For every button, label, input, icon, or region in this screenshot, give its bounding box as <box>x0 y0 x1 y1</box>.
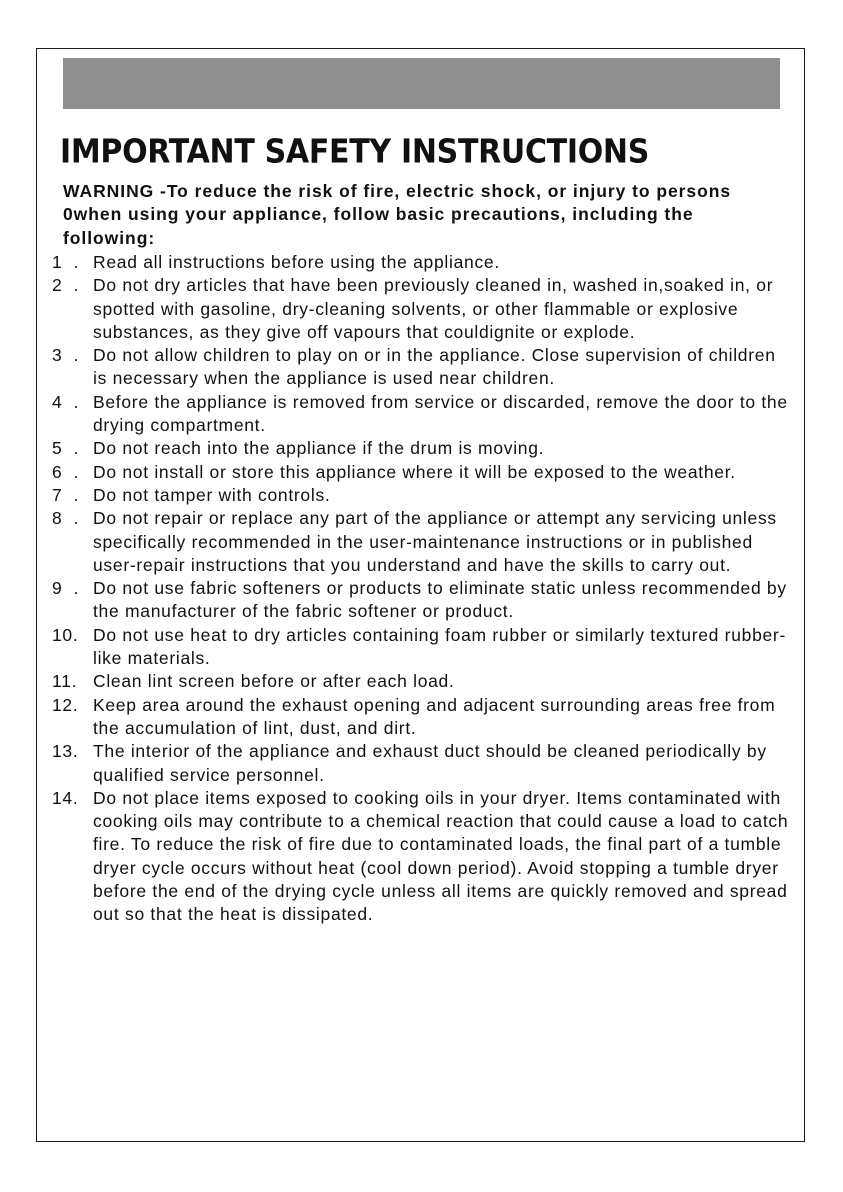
page-title: IMPORTANT SAFETY INSTRUCTIONS <box>60 132 650 172</box>
item-text: The interior of the appliance and exhaust duct should be cleaned periodically by qualified service personnel. <box>93 741 767 785</box>
item-text: Do not use heat to dry articles containing foam rubber or similarly textured rubber-like materials. <box>93 624 786 669</box>
item-text: Do not repair or replace any part of the appliance or attempt any servicing unless specifically recommended in the user-maintenance instructions or in published user-repair instructions that you understand and have the skills to carry out. <box>93 508 777 575</box>
item-number: 1 . <box>52 252 80 272</box>
item-number: 11. <box>52 671 78 692</box>
list-item <box>52 461 792 484</box>
item-number: 12. <box>52 694 79 715</box>
list-item <box>52 670 792 693</box>
list-item <box>52 274 792 344</box>
item-text: Do not tamper with controls. <box>93 484 331 505</box>
warning-text: WARNING -To reduce the risk of fire, electric shock, or injury to persons 0when using your appliance, follow basic precautions, including the following: <box>63 181 732 248</box>
item-number: 6 . <box>52 461 80 482</box>
item-number: 3 . <box>52 345 80 366</box>
list-item <box>52 484 792 507</box>
list-item <box>52 740 792 787</box>
list-item <box>52 391 792 438</box>
item-number: 9 . <box>52 578 80 599</box>
list-item <box>52 437 792 460</box>
item-text: Do not allow children to play on or in the appliance. Close supervision of children is necessary when the appliance is used near children. <box>93 345 776 389</box>
item-text: Do not dry articles that have been previously cleaned in, washed in,soaked in, or spotted with gasoline, dry-cleaning solvents, or other flammable or explosive substances, as they give off vapours that couldignite or explode. <box>93 275 774 342</box>
item-number: 14. <box>52 787 79 808</box>
item-text: Do not use fabric softeners or products to eliminate static unless recommended by the manufacturer of the fabric softener or product. <box>93 578 787 622</box>
list-item <box>52 694 792 741</box>
item-number: 8 . <box>52 508 80 529</box>
item-number: 2 . <box>52 275 80 296</box>
item-number: 4 . <box>52 391 80 412</box>
list-item <box>52 577 792 624</box>
list-item <box>52 787 792 927</box>
list-item <box>52 624 792 671</box>
item-number: 7 . <box>52 484 80 505</box>
item-text: Do not install or store this appliance where it will be exposed to the weather. <box>93 461 736 482</box>
item-text: Before the appliance is removed from service or discarded, remove the door to the drying compartment. <box>93 391 788 436</box>
list-item <box>52 251 792 274</box>
item-number: 10. <box>52 624 79 645</box>
list-item <box>52 344 792 391</box>
instruction-list <box>52 251 792 927</box>
item-number: 13. <box>52 741 79 762</box>
item-number: 5 . <box>52 438 80 459</box>
header-band <box>63 58 780 109</box>
item-text: Do not reach into the appliance if the drum is moving. <box>93 438 545 459</box>
item-text: Clean lint screen before or after each load. <box>93 671 455 692</box>
list-item <box>52 507 792 577</box>
item-text: Do not place items exposed to cooking oils in your dryer. Items contaminated with cooking oils may contribute to a chemical reaction that could cause a load to catch fire. To reduce the risk of fire due to contaminated loads, the final part of a tumble dryer cycle occurs without heat (cool down period). Avoid stopping a tumble dryer before the end of the drying cycle unless all items are quickly removed and spread out so that the heat is dissipated. <box>93 787 789 925</box>
item-text: Read all instructions before using the appliance. <box>93 252 500 272</box>
item-text: Keep area around the exhaust opening and adjacent surrounding areas free from the accumulation of lint, dust, and dirt. <box>93 694 776 738</box>
